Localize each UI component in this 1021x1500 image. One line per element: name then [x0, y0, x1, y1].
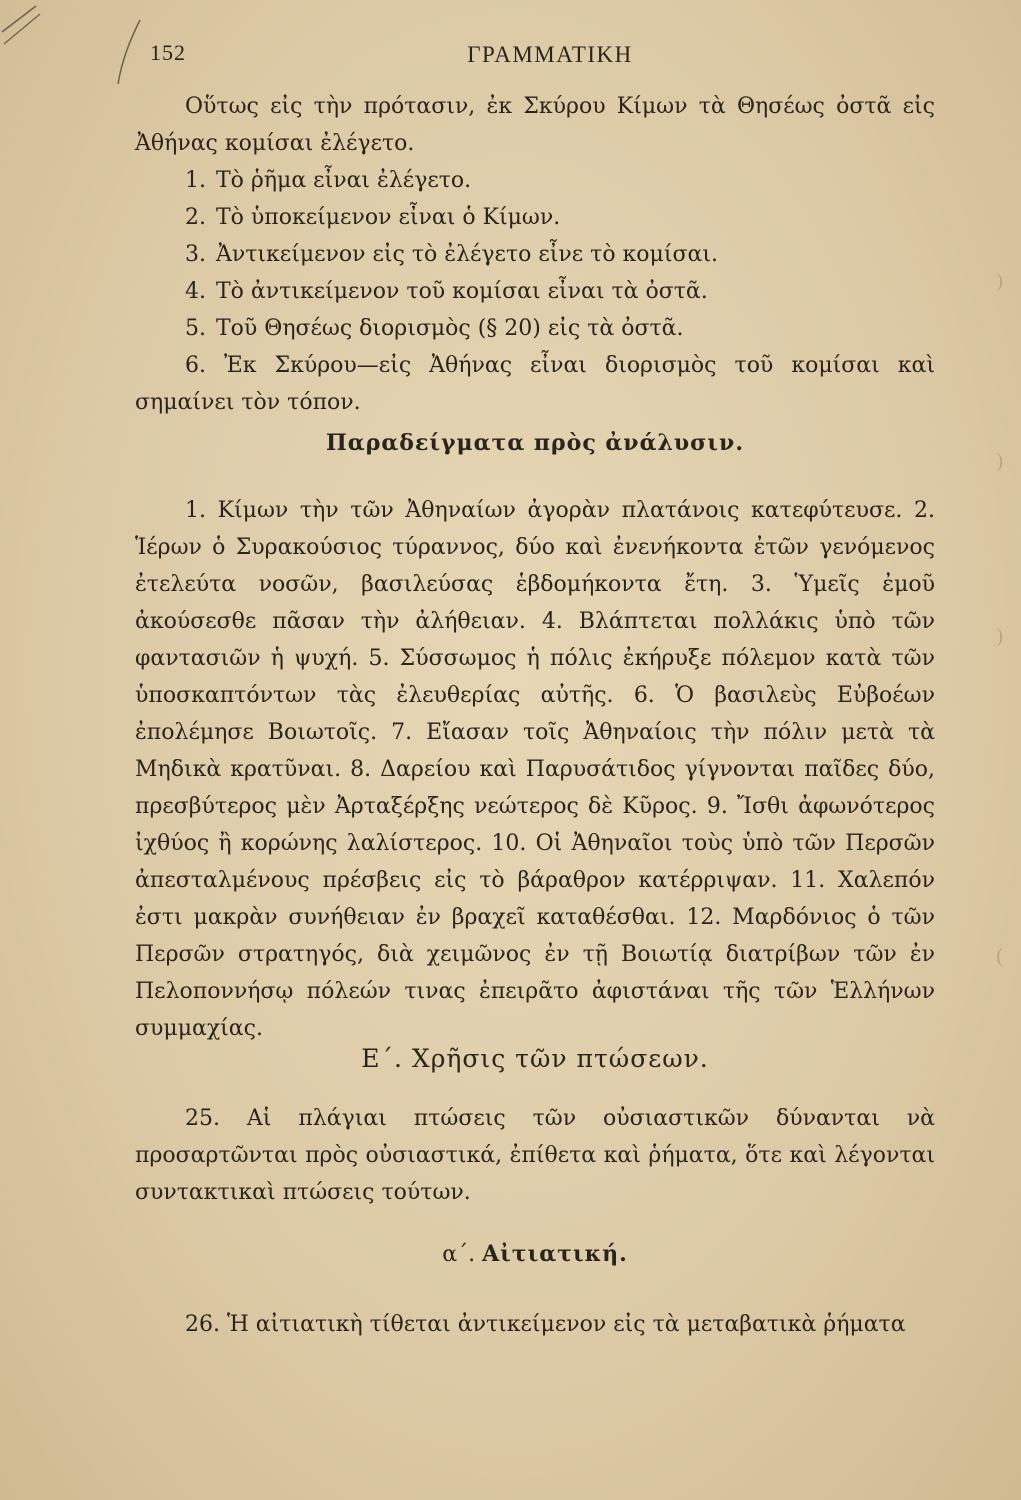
analysis-item [135, 310, 935, 347]
margin-mark: ) [996, 270, 1003, 292]
margin-mark: ) [996, 625, 1003, 647]
examples-heading: Παραδείγματα πρὸς ἀνάλυσιν. [326, 430, 744, 456]
item-text: Τὸ ἀντικείμενον τοῦ κομίσαι εἶναι τὰ ὀστᾶ. [216, 279, 708, 304]
item-number: 5. [185, 316, 206, 341]
item-text: Τοῦ Θησέως διορισμὸς (§ 20) εἰς τὰ ὀστᾶ. [216, 316, 684, 341]
examples-heading-row [135, 425, 935, 462]
page-header [150, 40, 950, 80]
paragraph-26: 26. Ἡ αἰτιατικὴ τίθεται ἀντικείμενον εἰς τὰ μεταβατικὰ ῥήματα [185, 1312, 906, 1337]
examples-paragraph: 1. Κίμων τὴν τῶν Ἀθηναίων ἀγορὰν πλατάνοις κατεφύτευσε. 2. Ἱέρων ὁ Συρακούσιος τύραννος, δύο καὶ ἐνενήκοντα ἐτῶν γενόμενος ἐτελεύτα νοσῶν, βασιλεύσας ἑβδομήκοντα ἔτη. 3. Ὑμεῖς ἐμοῦ ἀκούσεσθε πᾶσαν τὴν ἀλήθειαν. 4. Βλάπτεται πολλάκις ὑπὸ τῶν φαντασιῶν ἡ ψυχή. 5. Σύσσωμος ἡ πόλις ἐκήρυξε πόλεμον κατὰ τῶν ὑποσκαπτόντων τὰς ἐλευθερίας αὐτῆς. 6. Ὁ βασιλεὺς Εὐβοέων ἐπολέμησε Βοιωτοῖς. 7. Εἴασαν τοῖς Ἀθηναίοις τὴν πόλιν μετὰ τὰ Μηδικὰ κρατῦναι. 8. Δαρείου καὶ Παρυσάτιδος γίγνονται παῖδες δύο, πρεσβύτερος μὲν Ἀρταξέρξης νεώτερος δὲ Κῦρος. 9. Ἴσθι ἀφωνότερος ἰχθύος ἢ κορώνης λαλίστερος. 10. Οἱ Ἀθηναῖοι τοὺς ὑπὸ τῶν Περσῶν ἀπεσταλμένους πρέσβεις εἰς τὸ βάραθρον κατέρριψαν. 11. Χαλεπόν ἐστι μακρὰν συνήθειαν ἐν βραχεῖ καταθέσθαι. 12. Μαρδόνιος ὁ τῶν Περσῶν στρατηγός, διὰ χειμῶνος ἐν τῇ Βοιωτίᾳ διατρίβων τῶν ἐν Πελοποννήσῳ πόλεών τινας ἐπειρᾶτο ἀφιστάναι τῆς τῶν Ἑλλήνων συμμαχίας. [135, 498, 935, 1041]
item-text: Ἀντικείμενον εἰς τὸ ἐλέγετο εἶνε τὸ κομίσαι. [216, 242, 718, 267]
item-number: 3. [185, 242, 206, 267]
margin-mark: ) [996, 450, 1003, 472]
section-e-block [135, 1100, 935, 1211]
analysis-item [135, 199, 935, 236]
item-text: Τὸ ὑποκείμενον εἶναι ὁ Κίμων. [216, 205, 561, 230]
analysis-item [135, 162, 935, 199]
item-text: Τὸ ῥῆμα εἶναι ἐλέγετο. [216, 168, 472, 193]
subsection-a-heading [135, 1236, 935, 1273]
item-number: 6. [185, 353, 206, 378]
item-number: 2. [185, 205, 206, 230]
margin-mark: ( [996, 945, 1003, 967]
subsection-a-block [135, 1306, 935, 1343]
intro-block [135, 88, 935, 162]
section-e-heading: Ε΄. Χρῆσις τῶν πτώσεων. [361, 1044, 709, 1073]
subsection-title: Αἰτιατική. [482, 1241, 628, 1267]
subsection-a-heading-row [135, 1236, 935, 1273]
subsection-prefix: α΄. [442, 1242, 476, 1267]
running-title: ΓΡΑΜΜΑΤΙΚΗ [467, 42, 633, 67]
analysis-item [135, 236, 935, 273]
analysis-item [135, 273, 935, 310]
item-number: 4. [185, 279, 206, 304]
paragraph-25: 25. Αἱ πλάγιαι πτώσεις τῶν οὐσιαστικῶν δύνανται νὰ προσαρτῶνται πρὸς οὐσιαστικά, ἐπίθετα καὶ ῥήματα, ὅτε καὶ λέγονται συντακτικαὶ πτώσεις τούτων. [135, 1106, 935, 1205]
analysis-list [135, 162, 935, 421]
item-text: Ἐκ Σκύρου—εἰς Ἀθήνας εἶναι διορισμὸς τοῦ κομίσαι καὶ σημαίνει τὸν τόπον. [135, 353, 935, 415]
intro-paragraph: Οὕτως εἰς τὴν πρότασιν, ἐκ Σκύρου Κίμων τὰ Θησέως ὀστᾶ εἰς Ἀθήνας κομίσαι ἐλέγετο. [135, 94, 935, 156]
examples-block [135, 492, 935, 1047]
page-number: 152 [150, 40, 186, 65]
analysis-item [135, 347, 935, 421]
section-e-heading-row [135, 1040, 935, 1077]
item-number: 1. [185, 168, 206, 193]
pencil-scribble [0, 0, 160, 100]
